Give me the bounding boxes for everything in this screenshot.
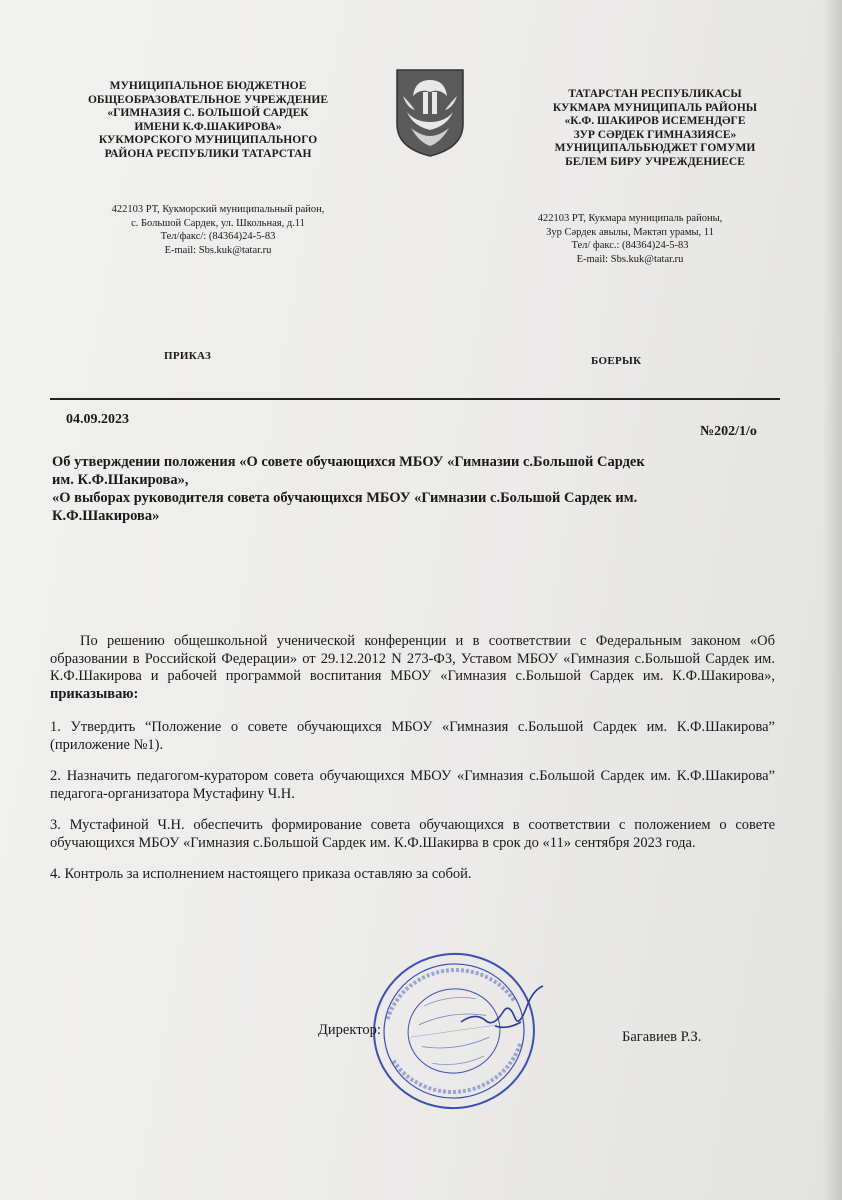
header-divider [50, 398, 780, 400]
order-item: 3. Мустафиной Ч.Н. обеспечить формирование совета обучающихся в соответствии с положением о совете обучающихся МБОУ «Гимназия с.Большой Сардек им. К.Ф.Шакирва в срок до «11» сентября 2023 года. [50, 817, 775, 851]
title-line: им. К.Ф.Шакирова», [52, 472, 189, 488]
header-right-line: ЗУР СӘРДЕК ГИМНАЗИЯСЕ» [573, 128, 737, 141]
document-body [50, 633, 775, 893]
title-line: К.Ф.Шакирова» [52, 508, 160, 524]
title-line: «О выборах руководителя совета обучающихся МБОУ «Гимназии с.Большой Сардек им. [52, 490, 638, 506]
document-number: №202/1/о [700, 424, 757, 439]
doc-kind-right: БОЕРЫК [591, 355, 642, 367]
order-item: 4. Контроль за исполнением настоящего приказа оставляю за собой. [50, 866, 472, 882]
address-right-line: 422103 РТ, Кукмара муниципаль районы, [537, 213, 723, 224]
address-left-line: 422103 РТ, Кукморский муниципальный район, [111, 204, 325, 215]
header-right-line: МУНИЦИПАЛЬБЮДЖЕТ ГОМУМИ [554, 142, 756, 154]
document-title [52, 453, 792, 525]
signature-name: Багавиев Р.З. [622, 1029, 702, 1045]
order-item: 2. Назначить педагогом-куратором совета обучающихся МБОУ «Гимназия с.Большой Сардек им. К.Ф.Шакирова” педагога-организатора Мустафину Ч.Н. [50, 768, 775, 802]
address-left-line: E-mail: Sbs.kuk@tatar.ru [164, 244, 272, 256]
header-left-line: КУКМОРСКОГО МУНИЦИПАЛЬНОГО [98, 134, 318, 146]
address-left-line: Тел/факс/: (84364)24-5-83 [160, 231, 276, 242]
header-right-line: КУКМАРА МУНИЦИПАЛЬ РАЙОНЫ [552, 101, 758, 114]
intro-text: По решению общешкольной ученической конференции и в соответствии с Федеральным законом «Об образовании в Российской Федерации» от 29.12.2012 N 273-ФЗ, Уставом МБОУ «Гимназия с.Большой Сардек им. К.Ф.Шакирова и рабочей программой воспитания МБОУ «Гимназия с.Большой Сардек им. К.Ф.Шакирова», [50, 633, 775, 684]
header-left-line: ИМЕНИ К.Ф.ШАКИРОВА» [134, 120, 282, 133]
header-left [78, 80, 338, 161]
address-right-line: E-mail: Sbs.kuk@tatar.ru [576, 253, 684, 265]
handwritten-signature [455, 982, 555, 1044]
title-line: Об утверждении положения «О совете обучающихся МБОУ «Гимназии с.Большой Сардек [52, 454, 645, 470]
header-right [520, 88, 790, 169]
header-right-line: БЕЛЕМ БИРУ УЧРЕЖДЕНИЕСЕ [565, 155, 745, 168]
header-left-line: МУНИЦИПАЛЬНОЕ БЮДЖЕТНОЕ [109, 80, 307, 92]
address-left-line: с. Большой Сардек, ул. Школьная, д.11 [131, 217, 305, 229]
header-left-line: ОБЩЕОБРАЗОВАТЕЛЬНОЕ УЧРЕЖДЕНИЕ [87, 93, 329, 106]
signature-role: Директор: [318, 1022, 381, 1038]
address-right-line: Тел/ факс.: (84364)24-5-83 [571, 240, 689, 251]
address-left [88, 203, 348, 257]
scan-edge-shadow [822, 0, 842, 1200]
header-left-line: «ГИМНАЗИЯ С. БОЛЬШОЙ САРДЕК [107, 107, 309, 119]
doc-kind-left: ПРИКАЗ [164, 350, 212, 362]
intro-paragraph [50, 633, 775, 703]
order-item: 1. Утвердить “Положение о совете обучающихся МБОУ «Гимназия с.Большой Сардек им. К.Ф.Шакирова” (приложение №1). [50, 719, 775, 753]
document-date: 04.09.2023 [66, 412, 129, 427]
emblem-icon [393, 66, 467, 158]
address-right [505, 212, 755, 266]
header-right-line: ТАТАРСТАН РЕСПУБЛИКАСЫ [568, 88, 742, 100]
intro-emphasis: приказываю: [50, 685, 139, 702]
header-right-line: «К.Ф. ШАКИРОВ ИСЕМЕНДӘГЕ [564, 115, 746, 127]
header-left-line: РАЙОНА РЕСПУБЛИКИ ТАТАРСТАН [104, 147, 312, 160]
address-right-line: Зур Сәрдек авылы, Мәктәп урамы, 11 [546, 226, 714, 238]
